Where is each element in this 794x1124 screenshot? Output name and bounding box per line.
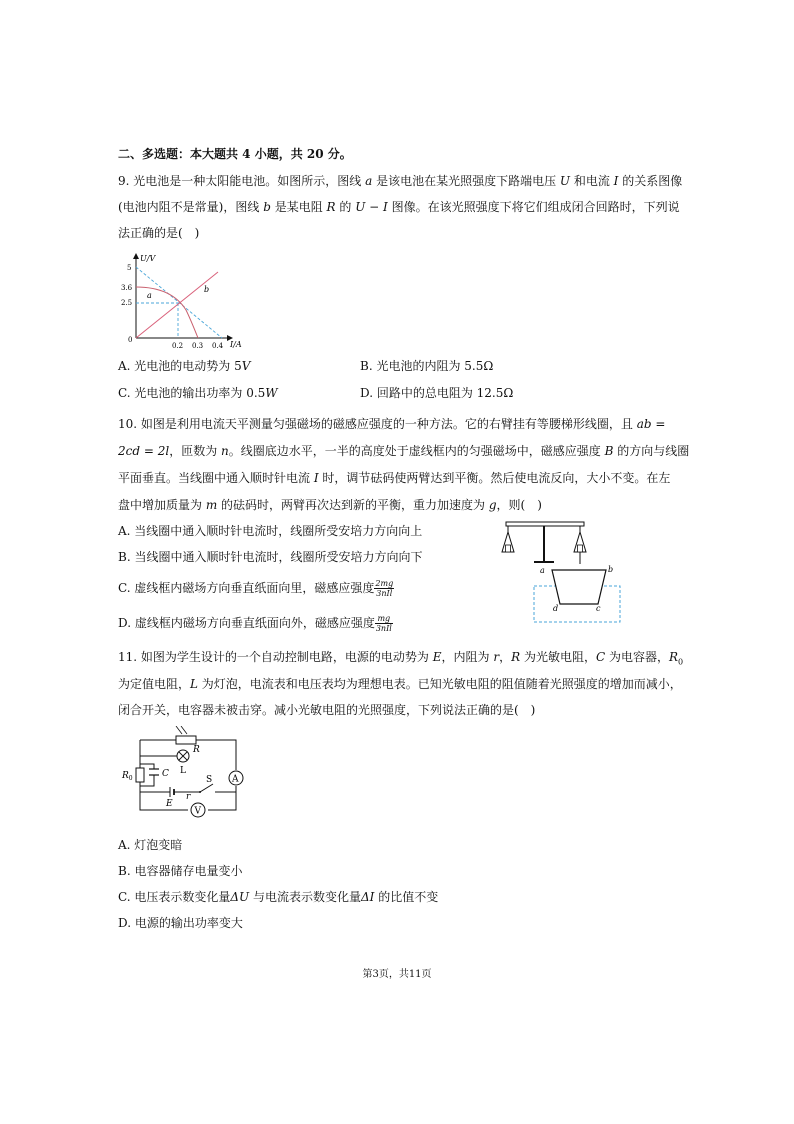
q11-line-1: 11. 如图为学生设计的一个自动控制电路，电源的电动势为 E，内阻为 r，R 为光敏电阻，C 为电容器，$R_0$ — [118, 650, 684, 667]
q10-current-balance-figure — [490, 514, 630, 632]
q11-circuit-diagram — [118, 726, 248, 826]
light-arrow-1 — [176, 726, 182, 734]
q9-option-b[interactable]: B. 光电池的内阻为 5.5Ω — [360, 359, 494, 373]
q10-option-c[interactable]: C. 虚线框内磁场方向垂直纸面向里，磁感应强度 $\frac{2mg}{\text{3nIl}}$ — [118, 579, 394, 598]
photoresistor — [176, 736, 196, 744]
q9-line-3: 法正确的是( ) — [118, 226, 200, 240]
coil-label-b: b — [608, 565, 614, 574]
label-L: L — [180, 766, 186, 776]
q10-option-c-fraction: $\frac{2mg}{\text{3nIl}}$ — [375, 579, 394, 598]
y-axis-label: U/V — [140, 254, 156, 263]
label-V: V — [194, 806, 201, 817]
label-b: b — [204, 285, 210, 294]
section-header: 二、多选题：本大题共 4 小题，共 20 分。 — [118, 147, 352, 161]
right-weight — [578, 545, 583, 552]
q11-option-d[interactable]: D. 电源的输出功率变大 — [118, 916, 243, 930]
x-axis-label: I/A — [230, 340, 242, 349]
label-R0: $R_0$ — [122, 771, 133, 782]
label-r: r — [186, 792, 191, 802]
resistor-R0 — [136, 768, 144, 782]
label-S: S — [206, 775, 213, 785]
tick-2-5: 2.5 — [121, 299, 133, 307]
q10-line-2: 2cd = 2l，匝数为 n。线圈底边水平，一半的高度处于虚线框内的匀强磁场中，磁感应强度 B 的方向与线圈 — [118, 444, 690, 458]
line-b — [136, 272, 218, 338]
coil-label-d: d — [553, 604, 559, 613]
q10-option-d[interactable]: D. 虚线框内磁场方向垂直纸面向外，磁感应强度 $\frac{mg}{\text{3nIl}}$ — [118, 614, 392, 633]
label-C: C — [162, 769, 169, 779]
q9-option-a[interactable]: A. 光电池的电动势为 5V — [118, 359, 251, 373]
light-arrow-2 — [181, 726, 187, 734]
coil-label-a: a — [540, 566, 545, 575]
balance-beam — [506, 522, 584, 526]
tick-3-6: 3.6 — [121, 284, 133, 292]
q11-line-3: 闭合开关，电容器未被击穿。减小光敏电阻的光照强度，下列说法正确的是( ) — [118, 703, 536, 717]
label-a: a — [147, 291, 152, 300]
q10-line-3: 平面垂直。当线圈中通入顺时针电流 I 时，调节砝码使两臂达到平衡。然后使电流反向，大小不变。在左 — [118, 471, 671, 485]
label-R: R — [193, 745, 200, 755]
left-weight — [506, 545, 511, 552]
switch — [200, 784, 213, 792]
q9-ui-graph — [118, 250, 258, 350]
q11-line-2: 为定值电阻，L 为灯泡，电流表和电压表均为理想电表。已知光敏电阻的阻值随着光照强度的增加而减小， — [118, 677, 682, 691]
q10-line-4: 盘中增加质量为 m 的砝码时，两臂再次达到新的平衡，重力加速度为 g，则( ) — [118, 498, 542, 512]
q10-option-b[interactable]: B. 当线圈中通入顺时针电流时，线圈所受安培力方向向下 — [118, 550, 423, 564]
page-footer: 第3页，共11页 — [362, 969, 432, 980]
tick-origin: 0 — [128, 336, 133, 344]
q9-option-d[interactable]: D. 回路中的总电阻为 12.5Ω — [360, 386, 514, 400]
tick-0-2: 0.2 — [172, 342, 184, 350]
q11-option-c[interactable]: C. 电压表示数变化量ΔU 与电流表示数变化量ΔI 的比值不变 — [118, 890, 439, 904]
q9-line-2: (电池内阻不是常量)，图线 b 是某电阻 R 的 U − I 图像。在该光照强度下将它们组成闭合回路时，下列说 — [118, 200, 680, 214]
q9-option-c[interactable]: C. 光电池的输出功率为 0.5W — [118, 386, 278, 400]
trapezoid-coil — [552, 570, 606, 604]
q10-line-1: 10. 如图是利用电流天平测量匀强磁场的磁感应强度的一种方法。它的右臂挂有等腰梯形线圈，且 ab = — [118, 417, 666, 431]
label-A: A — [232, 774, 239, 785]
q10-option-a[interactable]: A. 当线圈中通入顺时针电流时，线圈所受安培力方向向上 — [118, 524, 423, 538]
tick-0-4: 0.4 — [212, 342, 224, 350]
q11-option-a[interactable]: A. 灯泡变暗 — [118, 838, 183, 852]
tick-0-3: 0.3 — [192, 342, 204, 350]
label-E: E — [166, 799, 173, 809]
coil-label-c: c — [596, 604, 601, 613]
q11-option-b[interactable]: B. 电容器储存电量变小 — [118, 864, 243, 878]
tick-5: 5 — [127, 264, 132, 272]
switch-contact — [199, 791, 201, 793]
q9-line-1: 9. 光电池是一种太阳能电池。如图所示，图线 a 是该电池在某光照强度下路端电压 U 和电流 I 的关系图像 — [118, 174, 683, 188]
q10-option-d-fraction: $\frac{mg}{\text{3nIl}}$ — [375, 614, 392, 633]
